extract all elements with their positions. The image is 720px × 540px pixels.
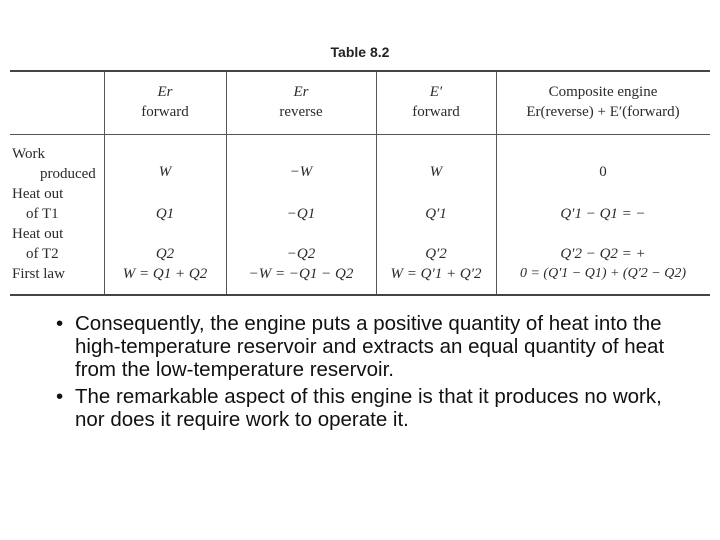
column-header-direction: forward — [141, 104, 189, 120]
table-cell: 0 = (Q′1 − Q1) + (Q′2 − Q2) — [519, 266, 686, 281]
table-cell: Q′1 − Q1 = − — [560, 206, 646, 222]
bullet-dot-icon: • — [56, 385, 64, 408]
table-title: Table 8.2 — [330, 44, 390, 60]
column-header-er-reverse — [226, 82, 376, 122]
bullet-text: The remarkable aspect of this engine is that it produces no work, nor does it require work to operate it. — [75, 385, 662, 431]
row-label-first-law: First law — [12, 266, 65, 282]
table-cell: W — [429, 164, 443, 180]
row-label-of-t2: of T2 — [26, 246, 59, 262]
column-header-composite-engine — [496, 82, 710, 122]
table-cell: 0 — [599, 164, 607, 180]
table-cell: −Q1 — [286, 206, 316, 222]
column-header-direction: reverse — [279, 104, 323, 120]
table-cell: W — [158, 164, 172, 180]
bullet-list — [56, 312, 676, 435]
header-divider — [10, 134, 710, 135]
column-header-e-prime-forward — [376, 82, 496, 122]
row-label-heat-out-t1: Heat out — [12, 186, 64, 202]
row-label-heat-out-t2: Heat out — [12, 226, 64, 242]
row-label-work: Work — [12, 146, 45, 162]
table-cell: Q1 — [155, 206, 175, 222]
column-header-symbol: E′ — [429, 84, 443, 100]
row-label-of-t1: of T1 — [26, 206, 59, 222]
thermo-table — [10, 70, 710, 296]
bullet-item — [56, 385, 676, 431]
table-cell: −Q2 — [286, 246, 316, 262]
row-label-work-produced: produced — [40, 166, 96, 182]
bullet-item — [56, 312, 676, 381]
table-cell: −W — [289, 164, 313, 180]
table-cell: Q′2 − Q2 = + — [560, 246, 646, 262]
bullet-text: Consequently, the engine puts a positive quantity of heat into the high-temperature reservoir and extracts an equal quantity of heat from the low-temperature reservoir. — [75, 312, 665, 381]
column-header-symbol: Er — [157, 84, 173, 100]
table-cell: W = Q1 + Q2 — [122, 266, 208, 282]
column-header-direction: forward — [412, 104, 460, 120]
column-header-title: Composite engine — [548, 84, 658, 100]
table-cell: Q′1 — [425, 206, 447, 222]
column-header-symbol: Er — [293, 84, 309, 100]
column-header-er-forward — [104, 82, 226, 122]
table-cell: Q2 — [155, 246, 175, 262]
table-cell: −W = −Q1 − Q2 — [248, 266, 354, 282]
table-cell: W = Q′1 + Q′2 — [390, 266, 482, 282]
column-header-formula: Er(reverse) + E′(forward) — [526, 104, 680, 120]
table-cell: Q′2 — [425, 246, 447, 262]
bullet-dot-icon: • — [56, 312, 64, 335]
